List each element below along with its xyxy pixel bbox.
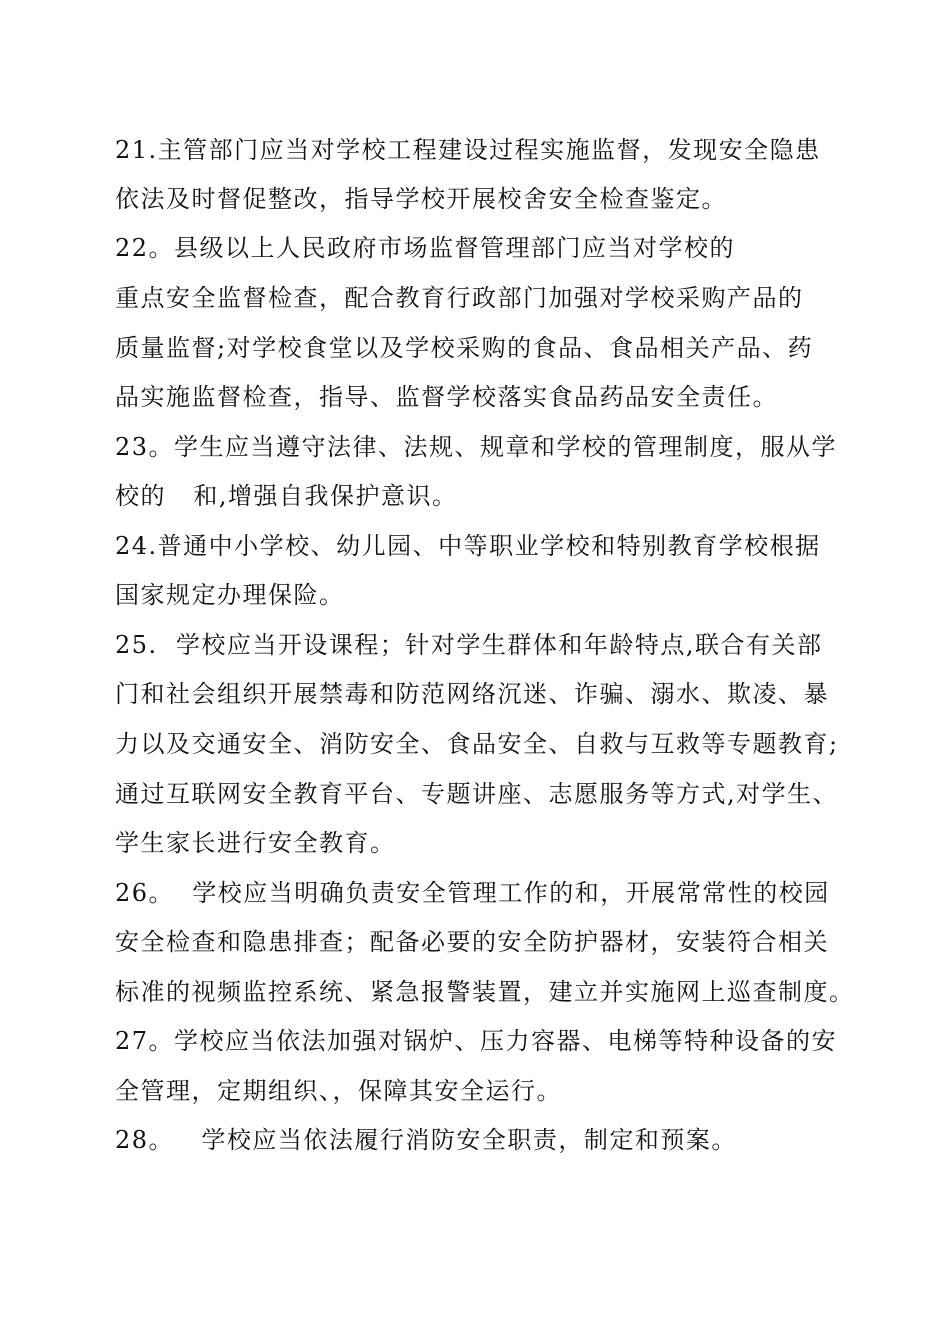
text-line: 标准的视频监控系统、紧急报警装置，建立并实施网上巡查制度。: [115, 978, 855, 1006]
text-line: 23。学生应当遵守法律、法规、规章和学校的管理制度，服从学: [115, 433, 838, 461]
text-line: 国家规定办理保险。: [115, 581, 345, 609]
text-line: 25. 学校应当开设课程；针对学生群体和年龄特点,联合有关部: [115, 631, 823, 659]
text-line: 校的 和,增强自我保护意识。: [115, 482, 458, 510]
text-line: 21.主管部门应当对学校工程建设过程实施监督，发现安全隐患: [115, 136, 821, 164]
text-line: 28。 学校应当依法履行消防安全职责，制定和预案。: [115, 1126, 737, 1154]
text-line: 26。 学校应当明确负责安全管理工作的和，开展常常性的校园: [115, 879, 830, 907]
text-line: 力以及交通安全、消防安全、食品安全、自救与互救等专题教育;: [115, 730, 839, 758]
text-line: 全管理，定期组织、，保障其安全运行。: [115, 1077, 562, 1105]
text-line: 22。县级以上人民政府市场监督管理部门应当对学校的: [115, 234, 736, 262]
text-line: 依法及时督促整改，指导学校开展校舍安全检查鉴定。: [115, 185, 727, 213]
text-line: 质量监督;对学校食堂以及学校采购的食品、食品相关产品、药: [115, 334, 814, 362]
text-line: 门和社会组织开展禁毒和防范网络沉迷、诈骗、溺水、欺凌、暴: [115, 680, 829, 708]
text-line: 24.普通中小学校、幼儿园、中等职业学校和特别教育学校根据: [115, 532, 821, 560]
text-line: 通过互联网安全教育平台、专题讲座、志愿服务等方式,对学生、: [115, 780, 839, 808]
text-line: 27。学校应当依法加强对锅炉、压力容器、电梯等特种设备的安: [115, 1027, 838, 1055]
text-line: 学生家长进行安全教育。: [115, 829, 396, 857]
text-line: 重点安全监督检查，配合教育行政部门加强对学校采购产品的: [115, 284, 804, 312]
text-line: 品实施监督检查，指导、监督学校落实食品药品安全责任。: [115, 383, 778, 411]
text-line: 安全检查和隐患排查；配备必要的安全防护器材，安装符合相关: [115, 928, 829, 956]
